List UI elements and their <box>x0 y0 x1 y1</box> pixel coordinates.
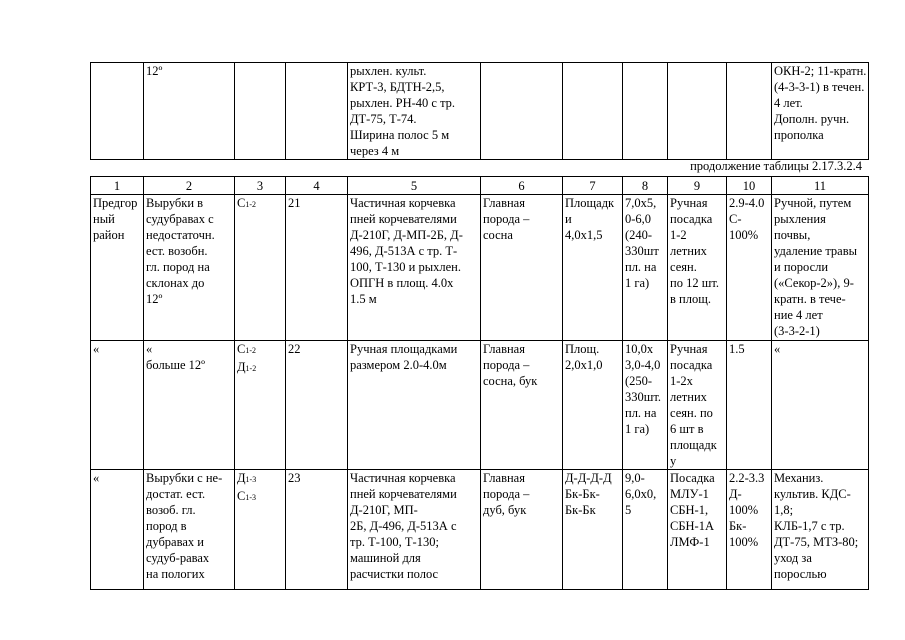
column-header: 6 <box>481 177 563 195</box>
cell-line: Ширина полос 5 м <box>350 128 450 142</box>
cell <box>348 195 481 341</box>
cell-line: и <box>565 212 572 226</box>
cell-line: посадка <box>670 358 713 372</box>
cell-line: дубравах и <box>146 535 204 549</box>
cell-line: летних <box>670 390 707 404</box>
column-header: 10 <box>727 177 772 195</box>
cell-line: Ручной, путем <box>774 196 852 210</box>
cell-line: сосна <box>483 228 513 242</box>
cell-line: 6 шт в <box>670 422 704 436</box>
cell-line: 10,0х <box>625 342 654 356</box>
cell-line: 100% <box>729 535 759 549</box>
cell-line: 2,0х1,0 <box>565 358 603 372</box>
cell <box>286 63 348 160</box>
cell <box>348 470 481 590</box>
cell-line: 2.9-4.0 <box>729 196 765 210</box>
cell-line: 100% <box>729 228 759 242</box>
cell-line: Частичная корчевка <box>350 196 456 210</box>
cell-line: Ручная площадками <box>350 342 458 356</box>
cell <box>623 195 668 341</box>
cell <box>668 470 727 590</box>
cell-line: 3,0-4,0 <box>625 358 661 372</box>
cell-line: сеян. по <box>670 406 713 420</box>
cell-line: ный <box>93 212 115 226</box>
cell-line: 0-6,0 <box>625 212 652 226</box>
cell-line: почвы, <box>774 228 811 242</box>
cell-line: Механиз. <box>774 471 824 485</box>
cell-line: сеян. <box>670 260 697 274</box>
cell-line: дуб, бук <box>483 503 527 517</box>
cell-line: Д-210Г, Д-МП-2Б, Д- <box>350 228 463 242</box>
cell-line: Частичная корчевка <box>350 471 456 485</box>
cell-line: 12º <box>146 292 163 306</box>
cell-line: рыхлен. РН-40 с тр. <box>350 96 456 110</box>
cell <box>286 470 348 590</box>
cell-line: прополка <box>774 128 824 142</box>
cell <box>772 341 869 470</box>
cell-line: ДТ-75, Т-74. <box>350 112 417 126</box>
cell-line: машиной для <box>350 551 421 565</box>
cell-line: рыхлен. культ. <box>350 64 427 78</box>
cell <box>348 63 481 160</box>
cell-line: через 4 м <box>350 144 400 158</box>
cell-line: культив. КДС- <box>774 487 851 501</box>
column-header-row <box>91 177 869 195</box>
cell <box>727 195 772 341</box>
table-row <box>91 195 869 341</box>
cell <box>286 195 348 341</box>
cell-line: 9,0- <box>625 471 645 485</box>
cell-line: Вырубки с не- <box>146 471 223 485</box>
cell-line: (4-3-3-1) в течен. <box>774 80 865 94</box>
code-letter: С <box>237 489 246 503</box>
cell-line: 4,0х1,5 <box>565 228 603 242</box>
cell-line: « <box>146 342 153 356</box>
cell-line: СБН-1А <box>670 519 714 533</box>
cell-line: склонах до <box>146 276 205 290</box>
cell-line: ЛМФ-1 <box>670 535 710 549</box>
cell <box>144 470 235 590</box>
cell-line: недостаточн. <box>146 228 215 242</box>
cell <box>623 470 668 590</box>
cell <box>91 63 144 160</box>
cell-line: 1 га) <box>625 276 650 290</box>
cell-line: 5 <box>625 503 632 517</box>
cell <box>563 195 623 341</box>
cell-line: пород в <box>146 519 187 533</box>
cell <box>235 63 286 160</box>
code-subscript: 1-2 <box>245 364 257 373</box>
cell-line: СБН-1, <box>670 503 709 517</box>
cell-line: и поросли <box>774 260 829 274</box>
cell <box>481 195 563 341</box>
cell-line: (240- <box>625 228 653 242</box>
cell <box>144 63 235 160</box>
table-row <box>91 470 869 590</box>
cell-line: посадка <box>670 212 713 226</box>
cell <box>286 341 348 470</box>
cell-line: (250- <box>625 374 653 388</box>
cell-line: уход за <box>774 551 812 565</box>
code-letter: С <box>237 196 246 210</box>
cell-line: 496, Д-513А с тр. Т- <box>350 244 458 258</box>
cell <box>481 341 563 470</box>
cell <box>144 195 235 341</box>
column-header: 7 <box>563 177 623 195</box>
cell <box>235 470 286 590</box>
cell <box>727 63 772 160</box>
cell <box>772 195 869 341</box>
cell-line: в площ. <box>670 292 711 306</box>
cell <box>668 341 727 470</box>
cell-line: Вырубки в <box>146 196 204 210</box>
cell-line: по 12 шт. <box>670 276 719 290</box>
cell-line: расчистки полос <box>350 567 439 581</box>
cell-line: 1 га) <box>625 422 650 436</box>
cell-line: Ручная <box>670 196 708 210</box>
cell-line: ние 4 лет <box>774 308 823 322</box>
cell-line: Д-Д-Д-Д <box>565 471 612 485</box>
column-header: 1 <box>91 177 144 195</box>
cell <box>772 470 869 590</box>
forest-type-code <box>237 470 283 488</box>
code-subscript: 1-2 <box>245 200 257 209</box>
cell-line: 2.2-3.3 <box>729 471 765 485</box>
cell-line: 6,0х0, <box>625 487 657 501</box>
cell-line: 21 <box>288 196 301 210</box>
cell-line: Посадка <box>670 471 715 485</box>
column-header: 2 <box>144 177 235 195</box>
cell <box>727 470 772 590</box>
cell-line: рыхления <box>774 212 826 226</box>
cell-line: (3-3-2-1) <box>774 324 820 338</box>
cell-line: пней корчевателями <box>350 212 457 226</box>
cell-line: 330шт. <box>625 390 662 404</box>
cell-line: судубравах с <box>146 212 214 226</box>
cell-line: 2Б, Д-496, Д-513А с <box>350 519 457 533</box>
cell-line: судуб-равах <box>146 551 210 565</box>
cell-line: ОКН-2; 11-кратн. <box>774 64 867 78</box>
cell <box>727 341 772 470</box>
cell-line: пл. на <box>625 260 657 274</box>
cell-line: « <box>93 471 100 485</box>
cell-line: Бк-Бк <box>565 503 596 517</box>
cell <box>668 195 727 341</box>
cell-line: 1.5 м <box>350 292 377 306</box>
cell-line: кратн. в тече- <box>774 292 846 306</box>
cell-line: пл. на <box>625 406 657 420</box>
cell <box>563 341 623 470</box>
cell <box>348 341 481 470</box>
cell-line: 4 лет. <box>774 96 803 110</box>
cell-line: ест. возобн. <box>146 244 208 258</box>
cell-line: возоб. гл. <box>146 503 196 517</box>
cell-line: ОПГН в площ. 4.0х <box>350 276 454 290</box>
cell-line: летних <box>670 244 707 258</box>
cell-line: порода – <box>483 487 530 501</box>
cell <box>772 63 869 160</box>
code-letter: Д <box>237 471 246 485</box>
cell-line: 23 <box>288 471 301 485</box>
cell <box>563 470 623 590</box>
cell <box>144 341 235 470</box>
cell <box>481 63 563 160</box>
cell-line: КЛБ-1,7 с тр. <box>774 519 845 533</box>
cell-line: Ручная <box>670 342 708 356</box>
cell <box>91 470 144 590</box>
cell-line: 330шт <box>625 244 659 258</box>
cell-line: размером 2.0-4.0м <box>350 358 447 372</box>
code-subscript: 1-2 <box>245 346 257 355</box>
cell-line: район <box>93 228 125 242</box>
cell-line: пней корчевателями <box>350 487 457 501</box>
cell-line: Бк-Бк- <box>565 487 600 501</box>
cell-line: («Секор-2»), 9- <box>774 276 854 290</box>
cell <box>91 195 144 341</box>
cell-line: порода – <box>483 212 530 226</box>
cell-line: Площадк <box>565 196 615 210</box>
code-subscript: 1-3 <box>245 475 257 484</box>
cell-line: на пологих <box>146 567 205 581</box>
cell-line: Д- <box>729 487 742 501</box>
cell <box>481 470 563 590</box>
cell-line: порослью <box>774 567 827 581</box>
cell-line: 7,0х5, <box>625 196 657 210</box>
cell-line: Предгор <box>93 196 138 210</box>
cell-line: порода – <box>483 358 530 372</box>
cell <box>563 63 623 160</box>
cell <box>668 63 727 160</box>
cell-line: МЛУ-1 <box>670 487 709 501</box>
cell <box>235 195 286 341</box>
continued-table-fragment <box>90 62 869 160</box>
cell-line: Главная <box>483 196 525 210</box>
code-letter: Д <box>237 360 246 374</box>
cell-line: ДТ-75, МТЗ-80; <box>774 535 859 549</box>
forest-type-code <box>237 359 283 377</box>
code-letter: С <box>237 342 246 356</box>
forest-type-code <box>237 488 283 506</box>
cell-line: Главная <box>483 342 525 356</box>
cell-line: 12º <box>146 64 163 78</box>
cell <box>623 63 668 160</box>
column-header: 3 <box>235 177 286 195</box>
column-header: 8 <box>623 177 668 195</box>
cell-line: 100, Т-130 и рыхлен. <box>350 260 461 274</box>
cell-line: сосна, бук <box>483 374 538 388</box>
forest-type-code <box>237 195 283 213</box>
cell-line: 22 <box>288 342 301 356</box>
cell-line: тр. Т-100, Т-130; <box>350 535 439 549</box>
code-subscript: 1-3 <box>245 493 257 502</box>
cell-line: Бк- <box>729 519 747 533</box>
forest-type-code <box>237 341 283 359</box>
cell-line: удаление травы <box>774 244 858 258</box>
table-row <box>91 63 869 160</box>
cell-line: 1,8; <box>774 503 794 517</box>
cell-line: 100% <box>729 503 759 517</box>
column-header: 9 <box>668 177 727 195</box>
cell-line: 1-2х <box>670 374 693 388</box>
cell-line: Площ. <box>565 342 600 356</box>
cell <box>235 341 286 470</box>
cell-line: Дополн. ручн. <box>774 112 850 126</box>
table-row <box>91 341 869 470</box>
column-header: 4 <box>286 177 348 195</box>
cell-line: площадк <box>670 438 717 452</box>
cell-line: Главная <box>483 471 525 485</box>
cell <box>623 341 668 470</box>
cell <box>91 341 144 470</box>
cell-line: « <box>774 342 781 356</box>
column-header: 5 <box>348 177 481 195</box>
cell-line: С- <box>729 212 742 226</box>
cell-line: Д-210Г, МП- <box>350 503 418 517</box>
cell-line: 1-2 <box>670 228 687 242</box>
cell-line: у <box>670 454 677 468</box>
column-header: 11 <box>772 177 869 195</box>
cell-line: гл. пород на <box>146 260 210 274</box>
table-caption: продолжение таблицы 2.17.3.2.4 <box>690 159 862 173</box>
cell-line: достат. ест. <box>146 487 206 501</box>
cell-line: больше 12º <box>146 358 206 372</box>
cell-line: « <box>93 342 100 356</box>
cell-line: 1.5 <box>729 342 745 356</box>
data-table <box>90 176 869 590</box>
cell-line: КРТ-3, БДТН-2,5, <box>350 80 445 94</box>
